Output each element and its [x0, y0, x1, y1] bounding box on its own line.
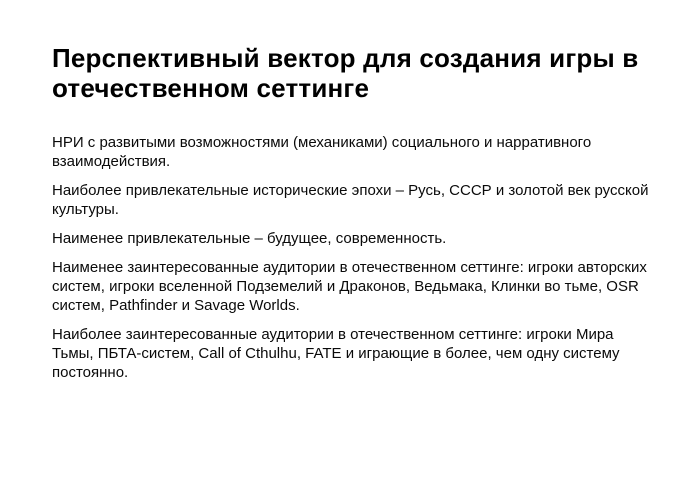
- paragraph-least-interested-audiences: Наименее заинтересованные аудитории в отечественном сеттинге: игроки авторских систем, игроки вселенной Подземелий и Драконов, Ведьмака, Клинки во тьме, OSR систем, Pathfinder и Savage Worlds.: [52, 259, 647, 314]
- paragraph-most-interested-audiences: Наиболее заинтересованные аудитории в отечественном сеттинге: игроки Мира Тьмы, ПБТА-систем, Call of Cthulhu, FATE и играющие в более, чем одну систему постоянно.: [52, 326, 620, 381]
- slide-title: Перспективный вектор для создания игры в отечественном сеттинге: [52, 43, 639, 103]
- slide-body: [52, 133, 652, 382]
- paragraph-least-attractive-eras: Наименее привлекательные – будущее, современность.: [52, 230, 447, 247]
- paragraph-overview: НРИ с развитыми возможностями (механиками) социального и нарративного взаимодействия.: [52, 134, 592, 170]
- paragraph-attractive-eras: Наиболее привлекательные исторические эпохи – Русь, СССР и золотой век русской культуры.: [52, 182, 649, 218]
